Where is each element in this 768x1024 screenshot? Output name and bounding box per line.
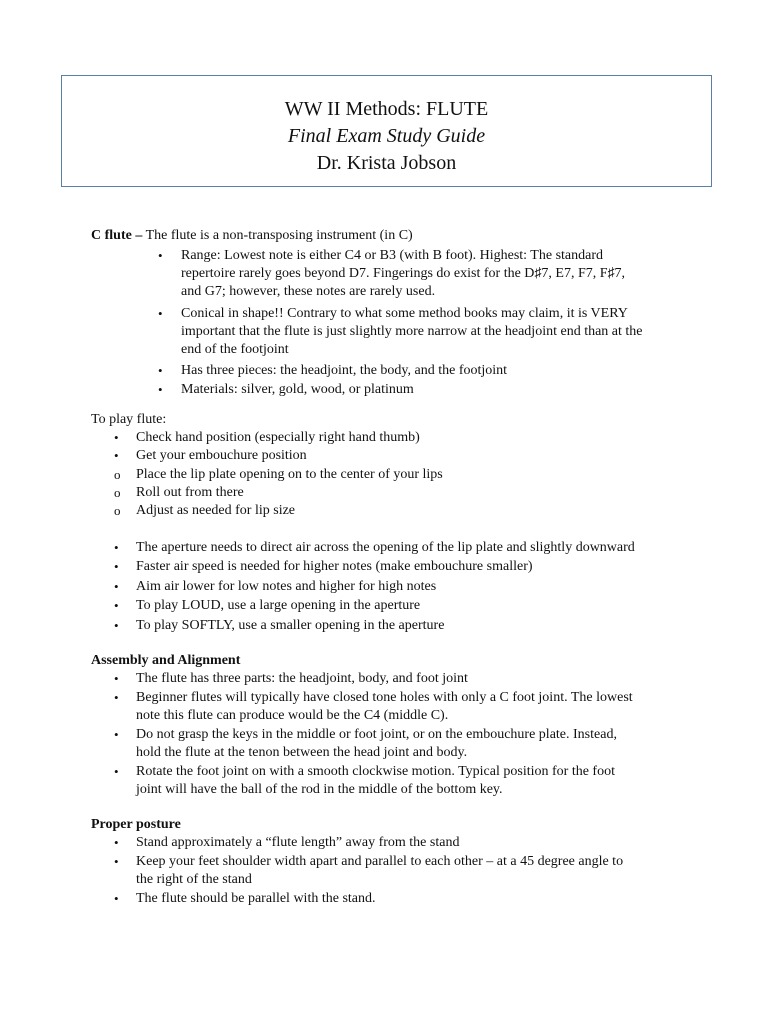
list-item-line: The aperture needs to direct air across the opening of the lip plate and slightly downward xyxy=(136,540,635,555)
list-item-line: Roll out from there xyxy=(136,484,244,500)
list-item-line: end of the footjoint xyxy=(181,342,289,357)
bullet-marker: • xyxy=(158,363,163,378)
bullet-marker: • xyxy=(114,540,119,555)
list-item-line: Place the lip plate opening on to the center of your lips xyxy=(136,466,443,482)
bullet-marker: • xyxy=(114,891,119,906)
bullet-marker: o xyxy=(114,466,121,482)
list-item-line: Keep your feet shoulder width apart and parallel to each other – at a 45 degree angle to xyxy=(136,854,624,869)
list-item-line: Materials: silver, gold, wood, or platinum xyxy=(181,382,414,397)
bullet-marker: • xyxy=(158,382,163,397)
cflute-intro: The flute is a non-transposing instrument (in C) xyxy=(142,228,413,243)
bullet-marker: • xyxy=(158,248,163,263)
list-item-line: Faster air speed is needed for higher notes (make embouchure smaller) xyxy=(136,559,533,575)
bullet-marker: • xyxy=(114,559,119,575)
list-item-line: joint will have the ball of the rod in the middle of the bottom key. xyxy=(136,782,503,797)
bullet-marker: • xyxy=(114,617,119,633)
bullet-marker: • xyxy=(114,671,119,686)
document-subtitle: Final Exam Study Guide xyxy=(287,125,486,147)
list-item-line: important that the flute is just slightly more narrow at the headjoint end than at the xyxy=(181,324,643,339)
list-item-line: Conical in shape!! Contrary to what some method books may claim, it is VERY xyxy=(181,306,628,321)
list-item-line: Check hand position (especially right hand thumb) xyxy=(136,430,420,445)
bullet-marker: • xyxy=(114,598,119,614)
list-item-line: Range: Lowest note is either C4 or B3 (with B foot). Highest: The standard xyxy=(181,248,604,263)
list-item-line: and G7; however, these notes are rarely used. xyxy=(181,284,436,299)
list-item-line: Get your embouchure position xyxy=(136,448,307,464)
list-item-line: the right of the stand xyxy=(136,872,252,887)
bullet-marker: • xyxy=(114,835,119,850)
document-author: Dr. Krista Jobson xyxy=(316,152,457,174)
assembly-heading: Assembly and Alignment xyxy=(91,653,241,668)
list-item-line: Rotate the foot joint on with a smooth clockwise motion. Typical position for the foot xyxy=(136,764,615,779)
list-item-line: note this flute can produce would be the C4 (middle C). xyxy=(136,708,449,723)
list-item-line: repertoire rarely goes beyond D7. Fingerings do exist for the D♯7, E7, F7, F♯7, xyxy=(181,266,626,281)
header-box xyxy=(61,75,712,187)
list-item-line: hold the flute at the tenon between the head joint and body. xyxy=(136,745,468,760)
list-item-line: Adjust as needed for lip size xyxy=(136,503,296,519)
posture-heading: Proper posture xyxy=(91,817,181,832)
document-title: WW II Methods: FLUTE xyxy=(284,98,489,120)
list-item-line: To play LOUD, use a large opening in the aperture xyxy=(136,598,421,614)
bullet-marker: • xyxy=(114,764,119,779)
bullet-marker: • xyxy=(114,430,119,445)
bullet-marker: • xyxy=(114,448,119,464)
list-item-line: Do not grasp the keys in the middle or foot joint, or on the embouchure plate. Instead, xyxy=(136,727,617,742)
list-item-line: Aim air lower for low notes and higher for high notes xyxy=(136,578,437,594)
list-item-line: The flute has three parts: the headjoint, body, and foot joint xyxy=(136,671,468,686)
bullet-marker: • xyxy=(114,690,119,705)
bullet-marker: • xyxy=(114,854,119,869)
list-item-line: Has three pieces: the headjoint, the body, and the footjoint xyxy=(181,363,508,378)
bullet-marker: • xyxy=(114,578,119,594)
list-item-line: Stand approximately a “flute length” away from the stand xyxy=(136,835,460,850)
toplay-heading: To play flute: xyxy=(91,412,167,427)
bullet-marker: o xyxy=(114,503,121,519)
bullet-marker: • xyxy=(158,306,163,321)
list-item-line: To play SOFTLY, use a smaller opening in the aperture xyxy=(136,617,445,633)
cflute-label: C flute – xyxy=(91,228,143,243)
bullet-marker: o xyxy=(114,484,121,500)
cflute-intro-line xyxy=(91,227,413,245)
list-item-line: The flute should be parallel with the stand. xyxy=(136,891,376,906)
bullet-marker: • xyxy=(114,727,119,742)
list-item-line: Beginner flutes will typically have closed tone holes with only a C foot joint. The lowest xyxy=(136,690,633,705)
